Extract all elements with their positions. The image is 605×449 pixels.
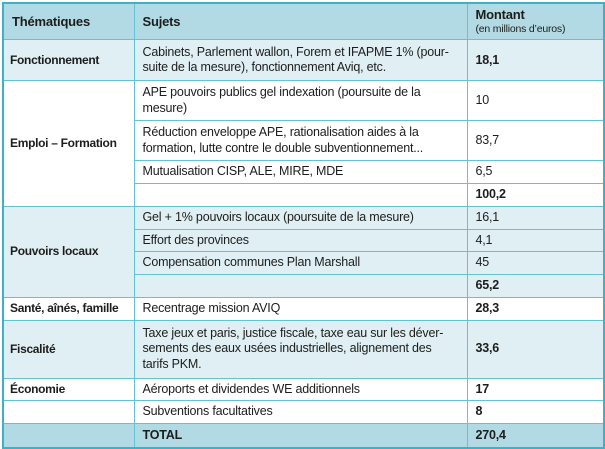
table-row	[3, 378, 604, 401]
sujet-cell: Mutualisation CISP, ALE, MIRE, MDE	[134, 161, 467, 184]
col-header-thematiques: Thématiques	[3, 3, 134, 40]
table-row	[3, 401, 604, 424]
montant-unit: (en millions d’euros)	[475, 23, 566, 36]
sujet-cell: Effort des provinces	[134, 229, 467, 252]
total-label-cell: TOTAL	[134, 423, 467, 448]
table-header-row	[3, 3, 604, 40]
table-row	[3, 297, 604, 320]
sujet-cell: Gel + 1% pouvoirs locaux (poursuite de la mesure)	[134, 207, 467, 230]
sujet-cell: Subventions facultatives	[134, 401, 467, 424]
sujet-cell	[134, 184, 467, 207]
sujet-cell: Cabinets, Parlement wallon, Forem et IFAPME 1% (poursuite de la mesure), fonctionnement Aviq, etc.	[134, 40, 467, 81]
sujet-cell: Recentrage mission AVIQ	[134, 297, 467, 320]
montant-cell: 18,1	[467, 40, 604, 81]
budget-table	[2, 2, 605, 449]
montant-cell: 33,6	[467, 320, 604, 378]
sujet-cell: APE pouvoirs publics gel indexation (poursuite de la mesure)	[134, 81, 467, 121]
theme-cell: Fiscalité	[3, 320, 134, 378]
montant-title: Montant	[475, 7, 525, 22]
table-row	[3, 40, 604, 81]
montant-cell: 4,1	[467, 229, 604, 252]
montant-cell: 45	[467, 252, 604, 275]
montant-cell: 100,2	[467, 184, 604, 207]
theme-cell: Emploi – Formation	[3, 81, 134, 207]
total-row	[3, 423, 604, 448]
total-montant-cell: 270,4	[467, 423, 604, 448]
theme-cell: Fonctionnement	[3, 40, 134, 81]
sujet-cell	[134, 274, 467, 297]
table-row	[3, 81, 604, 121]
col-header-montant	[467, 3, 604, 40]
montant-cell: 28,3	[467, 297, 604, 320]
table-row	[3, 320, 604, 378]
montant-cell: 8	[467, 401, 604, 424]
montant-cell: 17	[467, 378, 604, 401]
theme-cell: Santé, aînés, famille	[3, 297, 134, 320]
theme-cell	[3, 423, 134, 448]
sujet-cell: Taxe jeux et paris, justice fiscale, taxe eau sur les déversements des eaux usées industrielles, alignement des tarifs PKM.	[134, 320, 467, 378]
montant-cell: 83,7	[467, 121, 604, 161]
montant-cell: 10	[467, 81, 604, 121]
sujet-cell: Aéroports et dividendes WE additionnels	[134, 378, 467, 401]
montant-cell: 6,5	[467, 161, 604, 184]
montant-cell: 16,1	[467, 207, 604, 230]
col-header-sujets: Sujets	[134, 3, 467, 40]
table-row	[3, 207, 604, 230]
montant-cell: 65,2	[467, 274, 604, 297]
sujet-cell: Réduction enveloppe APE, rationalisation aides à la formation, lutte contre le double subventionnement...	[134, 121, 467, 161]
theme-cell	[3, 401, 134, 424]
theme-cell: Pouvoirs locaux	[3, 207, 134, 298]
theme-cell: Économie	[3, 378, 134, 401]
sujet-cell: Compensation communes Plan Marshall	[134, 252, 467, 275]
